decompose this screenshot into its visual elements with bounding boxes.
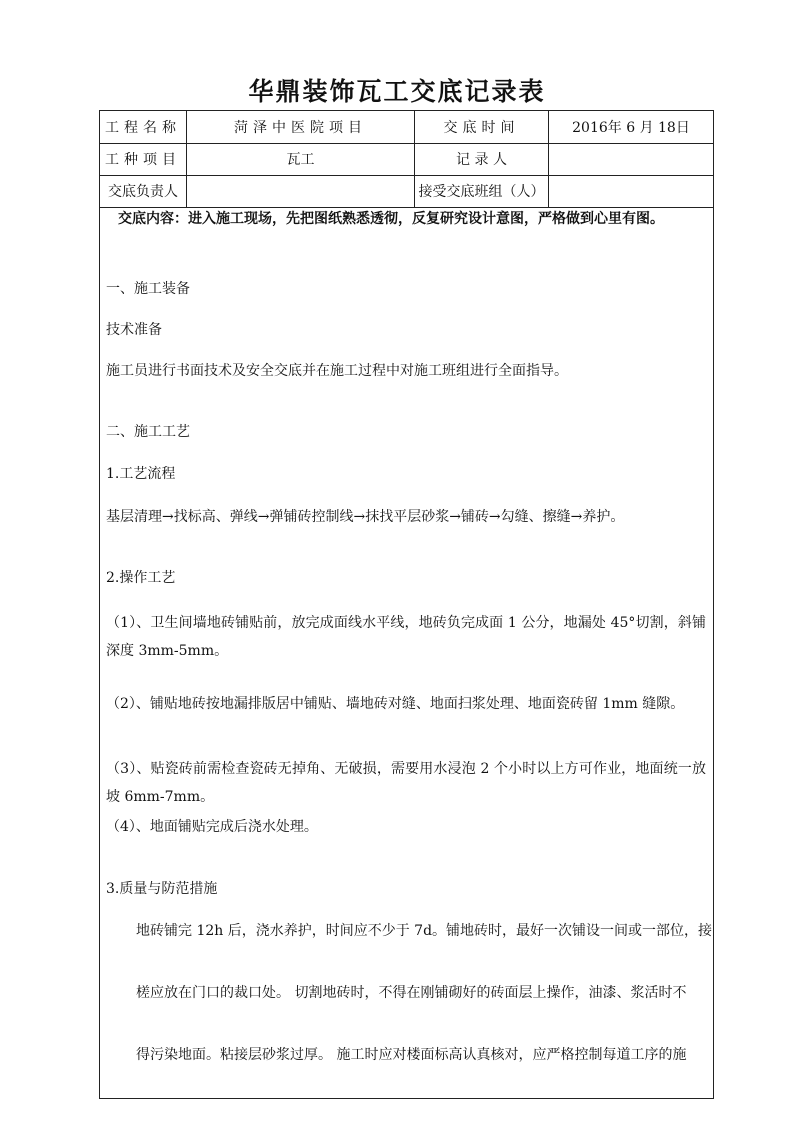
operation-heading: 2.操作工艺: [106, 570, 176, 586]
recorder-value: [549, 143, 713, 175]
section-process-heading: 二、施工工艺: [106, 424, 190, 440]
section-equipment-heading: 一、施工装备: [106, 281, 190, 297]
time-label: 交底时间: [415, 111, 549, 143]
project-value: 菏泽中医院项目: [187, 111, 415, 143]
operation-step-4: （4）、地面铺贴完成后浇水处理。: [106, 819, 318, 835]
table-row: [100, 143, 713, 176]
project-label: 工程名称: [100, 111, 187, 143]
operation-step-2: （2）、铺贴地砖按地漏排版居中铺贴、墙地砖对缝、地面扫浆处理、地面瓷砖留 1mm 缝隙。: [106, 696, 685, 712]
operation-step-3: （3）、贴瓷砖前需检查瓷砖无掉角、无破损，需要用水浸泡 2 个小时以上方可作业，地面统一放坡 6mm-7mm。: [106, 761, 706, 805]
time-value: 2016年 6 月 18日: [572, 120, 690, 136]
tech-prep-text: 施工员进行书面技术及安全交底并在施工过程中对施工班组进行全面指导。: [106, 363, 568, 379]
table-row: [100, 175, 713, 208]
team-label: 接受交底班组（人）: [415, 175, 549, 207]
quality-line-1: 地砖铺完 12h 后，浇水养护，时间应不少于 7d。铺地砖时，最好一次铺设一间或一部位，接: [136, 923, 713, 939]
team-value: [549, 175, 713, 207]
leader-label: 交底负责人: [100, 175, 187, 207]
trade-value: 瓦工: [187, 143, 415, 175]
workflow-text: 基层清理→找标高、弹线→弹铺砖控制线→抹找平层砂浆→铺砖→勾缝、擦缝→养护。: [106, 509, 625, 525]
trade-label: 工种项目: [100, 143, 187, 175]
quality-line-3: 得污染地面。粘接层砂浆过厚。 施工时应对楼面标高认真核对，应严格控制每道工序的施: [136, 1047, 687, 1063]
record-table: [99, 110, 714, 1099]
page-title: 华鼎装饰瓦工交底记录表: [248, 77, 546, 106]
operation-step-1: （1）、卫生间墙地砖铺贴前，放完成面线水平线，地砖负完成面 1 公分，地漏处 45°切割，斜铺深度 3mm-5mm。: [106, 615, 706, 659]
quality-heading: 3.质量与防范措施: [106, 881, 218, 897]
workflow-heading: 1.工艺流程: [106, 466, 176, 482]
table-row: [100, 111, 713, 144]
intro-text: 交底内容：进入施工现场，先把图纸熟悉透彻，反复研究设计意图，严格做到心里有图。: [118, 211, 664, 227]
quality-line-2: 槎应放在门口的裁口处。 切割地砖时，不得在刚铺砌好的砖面层上操作，油漆、浆活时不: [136, 985, 687, 1001]
recorder-label: 记 录 人: [415, 143, 549, 175]
leader-value: [187, 175, 415, 207]
tech-prep-heading: 技术准备: [106, 322, 162, 338]
